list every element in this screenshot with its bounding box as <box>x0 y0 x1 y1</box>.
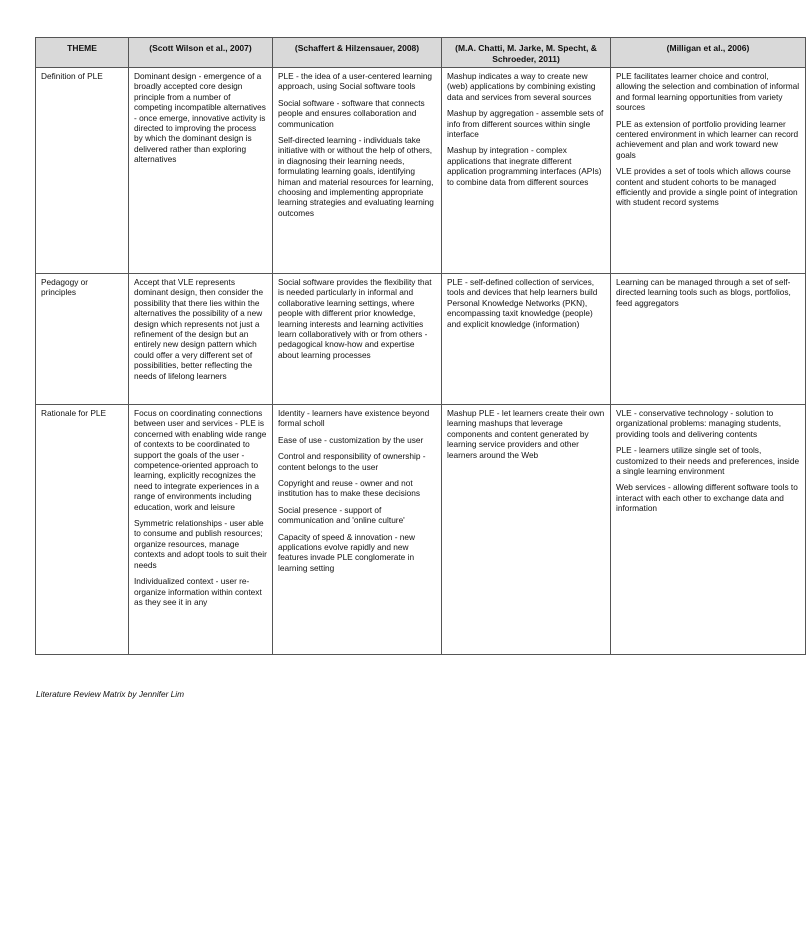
cell-paragraph: VLE - conservative technology - solution to organizational problems: managing students, providing tools and delivering contents <box>616 408 782 439</box>
matrix-cell <box>611 405 806 655</box>
matrix-cell <box>129 68 273 274</box>
cell-paragraph: Capacity of speed & innovation - new applications evolve rapidly and new features invade PLE conglomerate in learning setting <box>278 531 415 573</box>
cell-paragraph: Focus on coordinating connections between user and services - PLE is concerned with enabling wide range of contexts to be coordinated to support the goals of the user - competence-oriented approach to learning, explicitly recognizes the need to integrate experiences in a range of environments including education, work and leisure <box>134 408 267 512</box>
cell-paragraph: PLE - self-defined collection of services, tools and devices that help learners build Personal Knowledge Networks (PKN), encompassing taxit knowledge (people) and explicit knowledge (information) <box>447 277 598 329</box>
document-caption: Literature Review Matrix by Jennifer Lim <box>36 689 185 699</box>
theme-cell: Definition of PLE <box>36 68 129 274</box>
header-theme: THEME <box>36 38 129 68</box>
header-chatti-2011: (M.A. Chatti, M. Jarke, M. Specht, & Schroeder, 2011) <box>442 38 611 68</box>
cell-paragraph: PLE - the idea of a user-centered learning approach, using Social software tools <box>278 71 433 92</box>
cell-paragraph: Mashup by integration - complex applications that inegrate different application programming interfaces (APIs) to combine data from different sources <box>447 145 602 187</box>
cell-paragraph: Web services - allowing different software tools to interact with each other to exchange data and information <box>616 482 798 514</box>
matrix-cell <box>611 68 806 274</box>
matrix-cell <box>129 274 273 405</box>
cell-paragraph: Dominant design - emergence of a broadly accepted core design principle from a number of competing incompatible alternatives - once emerge, innovative activity is directed to improving the process by which the dominant design is delivered rather than exploring alternatives <box>134 71 266 165</box>
cell-paragraph: PLE as extension of portfolio providing learner centered environment in which learner can record achievement and plan and work toward new goals <box>616 118 799 160</box>
matrix-cell <box>442 274 611 405</box>
header-milligan-2006: (Milligan et al., 2006) <box>611 38 806 68</box>
header-row <box>36 38 806 68</box>
matrix-cell <box>273 68 442 274</box>
cell-paragraph: Individualized context - user re-organize information within context as they see it in any <box>134 576 262 607</box>
cell-paragraph: Ease of use - customization by the user <box>278 434 424 445</box>
table-row <box>36 68 806 274</box>
theme-cell: Pedagogy or principles <box>36 274 129 405</box>
header-wilson-2007: (Scott Wilson et al., 2007) <box>129 38 273 68</box>
matrix-cell <box>273 274 442 405</box>
cell-paragraph: PLE - learners utilize single set of tools, customized to their needs and preferences, inside a single learning environment <box>616 445 800 477</box>
header-schaffert-2008: (Schaffert & Hilzensauer, 2008) <box>273 38 442 68</box>
cell-paragraph: Identity - learners have existence beyond formal scholl <box>278 408 430 429</box>
cell-paragraph: Copyright and reuse - owner and not institution has to make these decisions <box>278 478 421 499</box>
matrix-cell <box>611 274 806 405</box>
matrix-cell <box>442 68 611 274</box>
theme-cell: Rationale for PLE <box>36 405 129 655</box>
cell-paragraph: VLE provides a set of tools which allows course content and student cohorts to be managed efficiently and provide a single point of integration with student record systems <box>616 166 798 208</box>
cell-paragraph: Symmetric relationships - user able to consume and publish resources; organize resources, manage contexts and adopt tools to suit their needs <box>134 518 267 570</box>
cell-paragraph: Mashup by aggregation - assemble sets of info from different sources within single interface <box>447 108 604 140</box>
cell-paragraph: Social presence - support of communication and 'online culture' <box>278 504 405 526</box>
literature-review-matrix <box>35 37 806 655</box>
table-row <box>36 405 806 655</box>
cell-paragraph: Mashup indicates a way to create new (web) applications by combining existing data and services from several sources <box>447 71 596 102</box>
table-row <box>36 274 806 405</box>
cell-paragraph: Accept that VLE represents dominant design, then consider the possibility that there lies within the alternatives the possibility of a new design which represents not just a refinement of the design but an entirely new design pattern which could offer a very different set of possibilities, better reflecting the needs of lifelong learners <box>134 277 264 381</box>
matrix-cell <box>129 405 273 655</box>
cell-paragraph: Control and responsibility of ownership - content belongs to the user <box>278 451 426 472</box>
cell-paragraph: PLE facilitates learner choice and control, allowing the selection and combination of informal and formal learning opportunities from variety sources <box>616 71 800 113</box>
cell-paragraph: Learning can be managed through a set of self-directed learning tools such as blogs, portfolios, feed aggregators <box>616 277 791 308</box>
matrix-cell <box>273 405 442 655</box>
cell-paragraph: Social software provides the flexibility that is needed particularly in informal and collaborative learning settings, where people with different prior knowledge, learning interests and learning activities learn collaboratively with or from others - pedagogical know-how and expertise about learning processes <box>278 277 432 360</box>
matrix-cell <box>442 405 611 655</box>
cell-paragraph: Social software - software that connects people and ensures collaboration and communication <box>278 97 425 129</box>
cell-paragraph: Mashup PLE - let learners create their own learning mashups that leverage components and content generated by learning service providers and other learners around the Web <box>447 408 605 460</box>
cell-paragraph: Self-directed learning - individuals take initiative with or without the help of others, in diagnosing their learning needs, formulating learning goals, identifying himan and material resources for learning, choosing and implementing appropriate learning strategies and evaluating learning outcomes <box>278 135 434 218</box>
